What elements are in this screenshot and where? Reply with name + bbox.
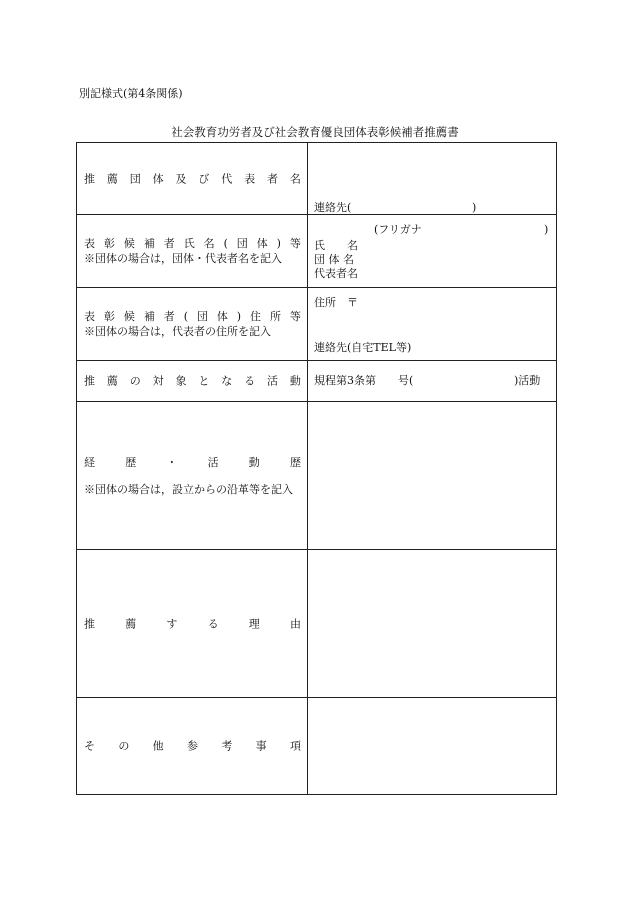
- label-char: 等: [289, 237, 301, 250]
- home-contact-label: 連絡先(自宅TEL等): [314, 341, 412, 354]
- label-char: 候: [123, 310, 135, 323]
- label-char: ・: [166, 455, 178, 469]
- name-label: 氏 名: [314, 239, 358, 252]
- document-title: 社会教育功労者及び社会教育優良団体表彰候補者推薦書: [171, 125, 459, 139]
- note-career-history: ※団体の場合は，設立からの沿革等を記入: [84, 482, 293, 496]
- label-char: 体: [216, 310, 228, 323]
- label-char: (: [223, 237, 228, 250]
- label-char: ): [236, 310, 242, 323]
- label-char: 所: [269, 310, 281, 323]
- label-char: す: [166, 617, 178, 630]
- label-char: 推: [84, 374, 95, 388]
- field-candidate-address[interactable]: [308, 288, 557, 361]
- label-char: 者: [163, 237, 175, 250]
- field-target-activity[interactable]: [308, 361, 557, 402]
- field-candidate-name[interactable]: [308, 215, 557, 288]
- label-char: 者: [267, 172, 278, 185]
- label-char: る: [244, 374, 256, 388]
- label-char: 等: [289, 310, 301, 323]
- form-number-label: 別記様式(第4条関係): [79, 87, 183, 100]
- field-recommending-organization[interactable]: [308, 143, 557, 215]
- label-char: 表: [84, 310, 95, 323]
- field-career-history[interactable]: [308, 402, 557, 550]
- label-candidate-name: [77, 236, 307, 251]
- label-char: 者: [163, 310, 175, 323]
- label-char: 事: [255, 739, 267, 753]
- label-char: 団: [236, 237, 248, 250]
- label-char: 経: [84, 455, 95, 469]
- label-career-history: [77, 455, 307, 470]
- label-cell: [77, 361, 308, 402]
- label-char: 彰: [103, 237, 115, 250]
- label-char: び: [198, 172, 210, 185]
- label-char: 体: [256, 237, 268, 250]
- label-cell: [77, 550, 308, 698]
- label-char: 歴: [289, 455, 301, 469]
- contact-label: 連絡先(: [314, 201, 352, 214]
- label-char: 彰: [103, 310, 115, 323]
- label-target-activity: [77, 374, 307, 389]
- furigana-label: (フリガナ: [374, 223, 422, 236]
- label-char: 団: [196, 310, 208, 323]
- label-char: 名: [289, 172, 301, 185]
- row-other-references: [77, 698, 557, 795]
- label-char: そ: [84, 739, 95, 753]
- label-candidate-address: [77, 309, 307, 324]
- label-char: 歴: [125, 455, 137, 469]
- label-cell: [77, 215, 308, 288]
- label-char: 補: [143, 310, 155, 323]
- label-char: 由: [289, 617, 301, 630]
- field-other-references[interactable]: [308, 698, 557, 795]
- row-candidate-address: [77, 288, 557, 361]
- field-recommendation-reason[interactable]: [308, 550, 557, 698]
- label-char: 体: [152, 172, 164, 185]
- label-char: 活: [207, 455, 219, 469]
- label-char: 項: [289, 739, 301, 753]
- label-recommendation-reason: [77, 616, 307, 631]
- note-candidate-name: ※団体の場合は，団体・代表者名を記入: [84, 252, 282, 265]
- label-char: 薦: [106, 172, 118, 185]
- rule-article-suffix: )活動: [514, 374, 541, 387]
- contact-close-paren: ): [472, 201, 477, 214]
- label-char: の: [129, 374, 141, 388]
- group-name-label: 団 体 名: [314, 253, 354, 266]
- label-char: の: [118, 739, 130, 753]
- row-target-activity: [77, 361, 557, 402]
- label-char: 理: [248, 617, 260, 630]
- label-char: る: [207, 617, 219, 630]
- label-cell: [77, 288, 308, 361]
- label-char: と: [198, 374, 210, 388]
- label-char: 代: [221, 172, 233, 185]
- label-cell: [77, 698, 308, 795]
- furigana-close-paren: ): [544, 223, 549, 236]
- label-char: 補: [143, 237, 155, 250]
- label-recommending-organization: [77, 171, 307, 186]
- label-cell: [77, 402, 308, 550]
- row-candidate-name: [77, 215, 557, 288]
- representative-name-label: 代表者名: [314, 267, 358, 280]
- row-recommending-organization: [77, 143, 557, 215]
- row-career-history: [77, 402, 557, 550]
- note-candidate-address: ※団体の場合は，代表者の住所を記入: [84, 325, 271, 338]
- label-char: 考: [221, 739, 233, 753]
- rule-article-prefix: 規程第3条第 号(: [314, 374, 414, 387]
- row-recommendation-reason: [77, 550, 557, 698]
- label-char: 団: [129, 172, 141, 185]
- label-char: 動: [289, 374, 301, 388]
- label-char: 他: [152, 739, 164, 753]
- label-char: (: [183, 310, 188, 323]
- label-char: 表: [84, 237, 95, 250]
- label-char: 表: [244, 172, 256, 185]
- label-char: 候: [123, 237, 135, 250]
- label-char: 及: [175, 172, 187, 185]
- label-char: な: [221, 374, 233, 388]
- label-char: 動: [248, 455, 260, 469]
- label-cell: [77, 143, 308, 215]
- label-char: 活: [267, 374, 278, 388]
- label-char: 参: [186, 739, 198, 753]
- label-char: 薦: [106, 374, 118, 388]
- recommendation-form-table: [76, 142, 557, 795]
- label-char: 推: [84, 172, 95, 185]
- label-other-references: [77, 739, 307, 754]
- label-char: 対: [152, 374, 164, 388]
- address-label: 住所 〒: [314, 296, 358, 309]
- label-char: ): [276, 237, 281, 250]
- label-char: 象: [175, 374, 187, 388]
- label-char: 住: [250, 310, 262, 323]
- label-char: 薦: [125, 617, 137, 630]
- label-char: 推: [84, 617, 95, 630]
- label-char: 氏: [183, 237, 195, 250]
- label-char: 名: [203, 237, 215, 250]
